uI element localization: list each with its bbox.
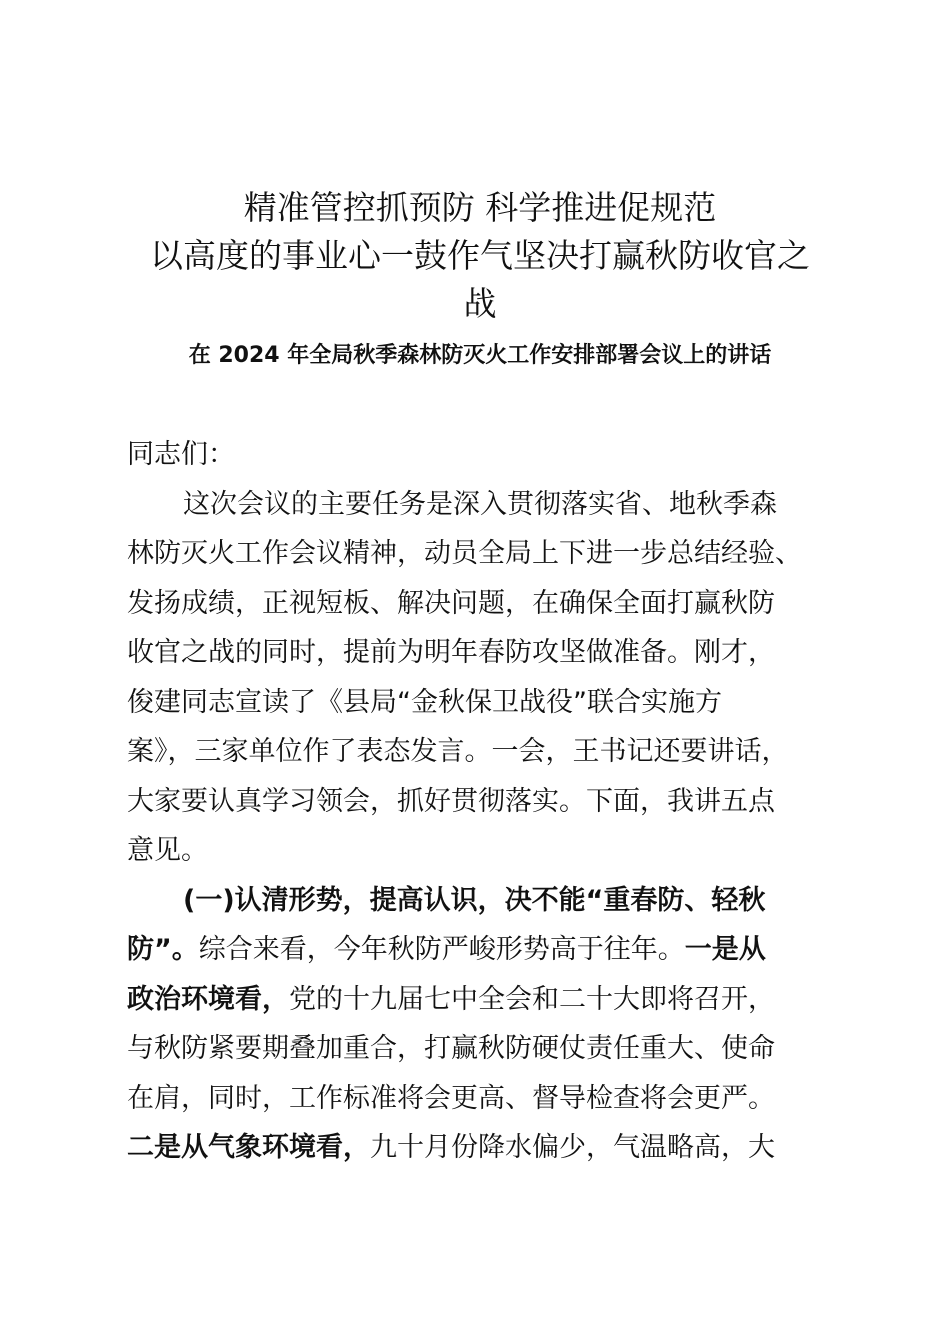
paragraph-1-line: 林防灭火工作会议精神，动员全局上下进一步总结经验、 bbox=[127, 538, 802, 569]
point-2-heading: 二是从气象环境看， bbox=[127, 1132, 370, 1163]
paragraph-2-line bbox=[127, 975, 837, 1025]
paragraph-2-line bbox=[127, 1123, 837, 1173]
paragraph-1-line: 这次会议的主要任务是深入贯彻落实省、地秋季森 bbox=[183, 488, 777, 520]
document-title bbox=[120, 184, 840, 328]
document-subtitle: 在 2024 年全局秋季森林防灭火工作安排部署会议上的讲话 bbox=[188, 343, 772, 368]
document-body bbox=[127, 430, 837, 1173]
paragraph-1-line: 意见。 bbox=[127, 835, 208, 866]
paragraph-2 bbox=[127, 876, 837, 1173]
section-heading-end: 防”。 bbox=[127, 934, 199, 965]
section-heading: (一)认清形势，提高认识，决不能“重春防、轻秋 bbox=[183, 884, 766, 916]
paragraph-2-text: 九十月份降水偏少，气温略高，大 bbox=[370, 1132, 775, 1163]
paragraph-2-line: 在肩，同时，工作标准将会更高、督导检查将会更严。 bbox=[127, 1082, 775, 1114]
title-line-2: 以高度的事业心一鼓作气坚决打赢秋防收官之 bbox=[150, 236, 810, 275]
greeting: 同志们： bbox=[127, 439, 235, 470]
paragraph-2-line bbox=[127, 876, 837, 926]
title-line-1: 精准管控抓预防 科学推进促规范 bbox=[243, 188, 717, 227]
point-1-lead: 一是从 bbox=[684, 934, 766, 965]
paragraph-1-line: 收官之战的同时，提前为明年春防攻坚做准备。刚才， bbox=[127, 637, 775, 668]
paragraph-1-line: 案》，三家单位作了表态发言。一会，王书记还要讲话， bbox=[127, 736, 789, 767]
paragraph-1-line: 发扬成绩，正视短板、解决问题，在确保全面打赢秋防 bbox=[127, 587, 775, 619]
point-1-heading: 政治环境看， bbox=[127, 983, 289, 1015]
paragraph-1 bbox=[127, 480, 837, 876]
paragraph-2-text: 综合来看，今年秋防严峻形势高于往年。 bbox=[198, 934, 685, 965]
paragraph-2-line: 与秋防紧要期叠加重合，打赢秋防硬仗责任重大、使命 bbox=[127, 1033, 775, 1064]
paragraph-2-text: 党的十九届七中全会和二十大即将召开， bbox=[289, 983, 775, 1015]
title-line-3: 战 bbox=[463, 284, 497, 323]
paragraph-1-line: 俊建同志宣读了《县局“金秋保卫战役”联合实施方 bbox=[127, 686, 722, 718]
paragraph-2-line bbox=[127, 925, 837, 975]
paragraph-1-line: 大家要认真学习领会，抓好贯彻落实。下面，我讲五点 bbox=[127, 785, 775, 817]
